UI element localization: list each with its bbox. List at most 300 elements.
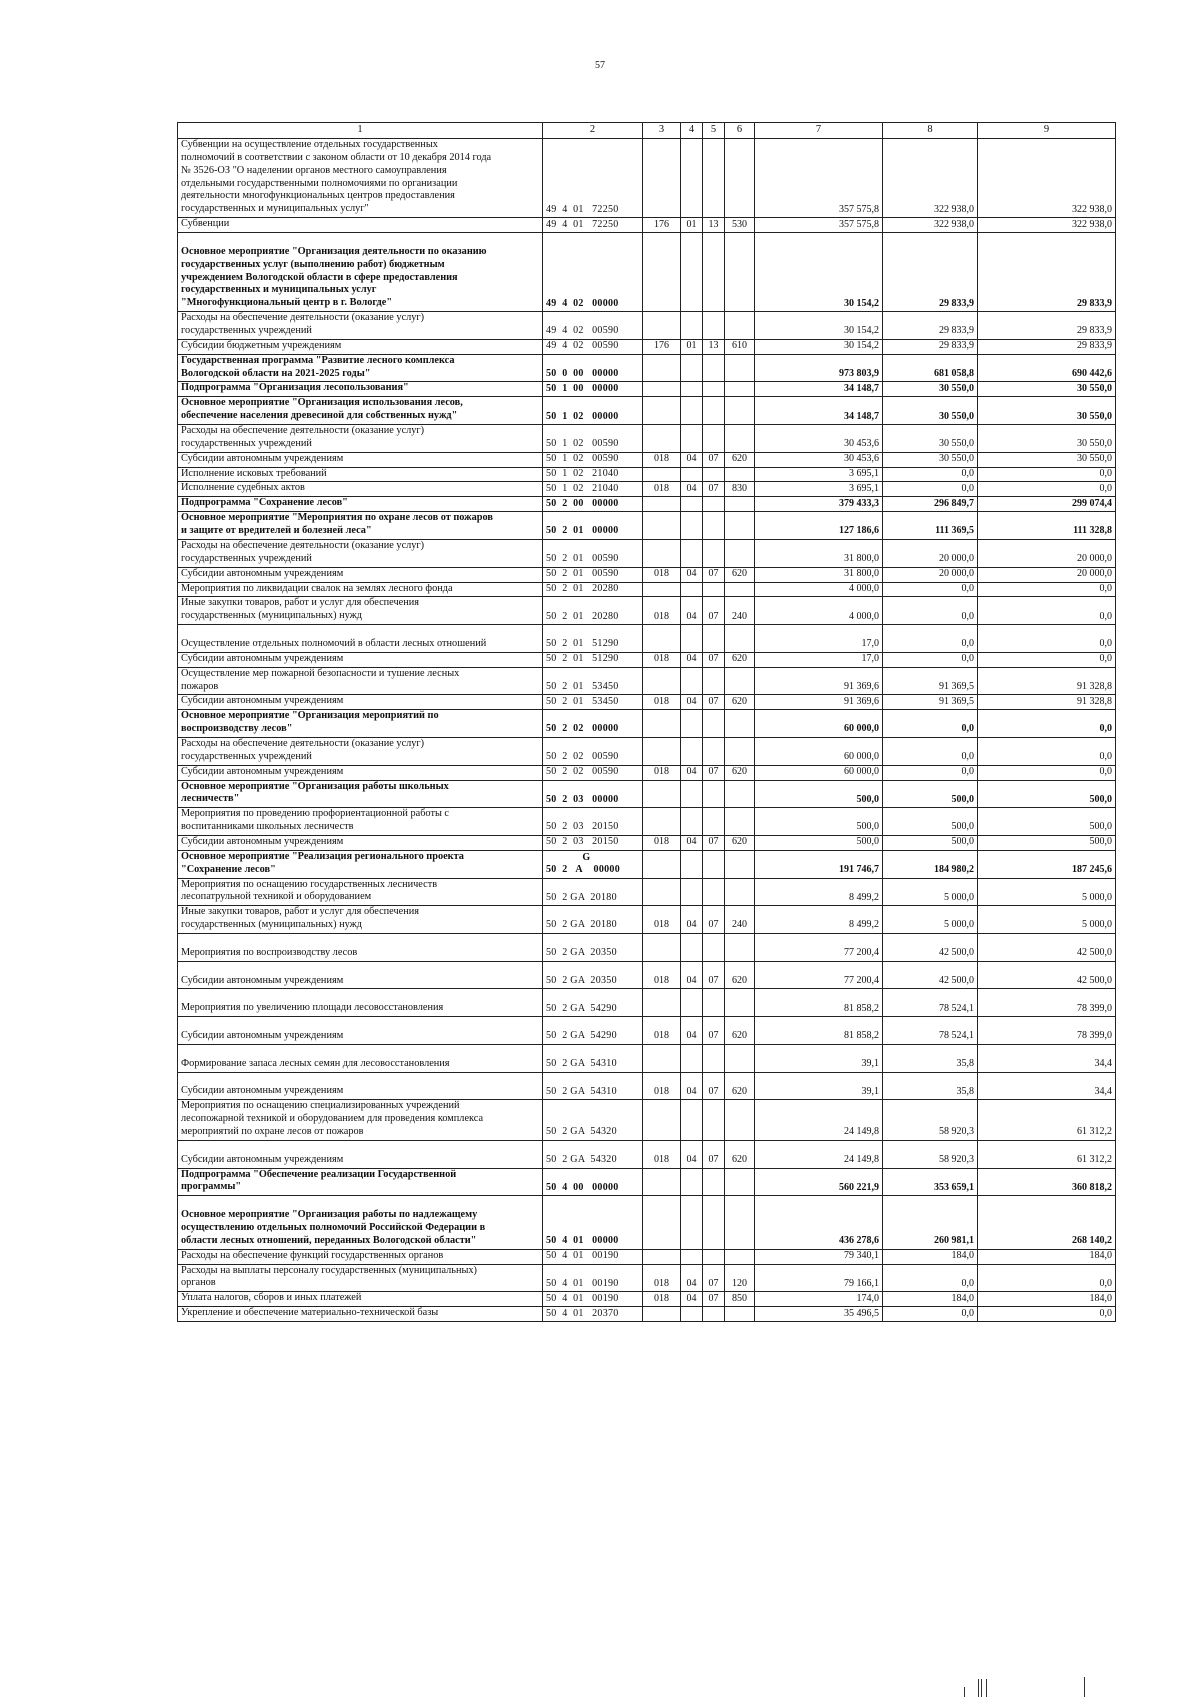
- row-ministry-cell: 018: [643, 1072, 681, 1100]
- table-row: [178, 497, 1116, 512]
- row-amount-2023-cell: 0,0: [978, 710, 1116, 738]
- row-amount-2021-cell: 81 858,2: [755, 1017, 883, 1045]
- row-section-cell: 01: [681, 218, 703, 233]
- row-amount-2021-cell: 31 800,0: [755, 567, 883, 582]
- row-amount-2021-cell: 357 575,8: [755, 139, 883, 218]
- row-ministry-cell: [643, 354, 681, 382]
- row-amount-2022-cell: 184,0: [883, 1249, 978, 1264]
- table-row: [178, 1307, 1116, 1322]
- table-row: [178, 906, 1116, 934]
- row-expense-type-cell: [725, 139, 755, 218]
- row-code-cell: 50 2 01 00590: [543, 567, 643, 582]
- row-name-cell: Основное мероприятие "Реализация регионального проекта "Сохранение лесов": [178, 850, 543, 878]
- row-name-cell: Основное мероприятие "Организация мероприятий по воспроизводству лесов": [178, 710, 543, 738]
- row-code-cell: 50 2 GA 54290: [543, 989, 643, 1017]
- row-amount-2021-cell: 127 186,6: [755, 512, 883, 540]
- row-subsection-cell: [703, 1044, 725, 1072]
- row-code-cell: 50 1 02 00000: [543, 397, 643, 425]
- row-subsection-cell: 07: [703, 1072, 725, 1100]
- row-expense-type-cell: 120: [725, 1264, 755, 1292]
- row-amount-2021-cell: 500,0: [755, 808, 883, 836]
- row-amount-2023-cell: 184,0: [978, 1249, 1116, 1264]
- table-row: [178, 780, 1116, 808]
- row-amount-2021-cell: 3 695,1: [755, 482, 883, 497]
- row-ministry-cell: [643, 1168, 681, 1196]
- row-section-cell: 01: [681, 339, 703, 354]
- row-code-cell: 50 2 01 20280: [543, 582, 643, 597]
- row-amount-2022-cell: 0,0: [883, 1264, 978, 1292]
- row-amount-2023-cell: 0,0: [978, 482, 1116, 497]
- row-section-cell: 04: [681, 961, 703, 989]
- row-amount-2022-cell: 0,0: [883, 582, 978, 597]
- table-row: [178, 397, 1116, 425]
- row-name-cell: Подпрограмма "Обеспечение реализации Государственной программы": [178, 1168, 543, 1196]
- row-code-cell: 50 1 00 00000: [543, 382, 643, 397]
- row-amount-2021-cell: 60 000,0: [755, 765, 883, 780]
- row-name-cell: Субсидии автономным учреждениям: [178, 1140, 543, 1168]
- table-row: [178, 1072, 1116, 1100]
- table-row: [178, 1292, 1116, 1307]
- row-amount-2022-cell: 30 550,0: [883, 452, 978, 467]
- header-cell: 8: [883, 123, 978, 139]
- row-section-cell: [681, 139, 703, 218]
- row-amount-2021-cell: 60 000,0: [755, 737, 883, 765]
- row-section-cell: 04: [681, 906, 703, 934]
- row-amount-2023-cell: 0,0: [978, 582, 1116, 597]
- table-row: [178, 652, 1116, 667]
- row-code-cell: 50 2 00 00000: [543, 497, 643, 512]
- row-section-cell: [681, 467, 703, 482]
- row-amount-2023-cell: 30 550,0: [978, 382, 1116, 397]
- row-section-cell: [681, 625, 703, 653]
- row-amount-2021-cell: 60 000,0: [755, 710, 883, 738]
- row-name-cell: Расходы на обеспечение деятельности (оказание услуг) государственных учреждений: [178, 425, 543, 453]
- row-subsection-cell: [703, 312, 725, 340]
- row-amount-2021-cell: 4 000,0: [755, 582, 883, 597]
- row-code-cell: 50 2 03 00000: [543, 780, 643, 808]
- row-section-cell: 04: [681, 1140, 703, 1168]
- row-amount-2022-cell: 5 000,0: [883, 878, 978, 906]
- row-amount-2023-cell: 91 328,8: [978, 667, 1116, 695]
- row-amount-2022-cell: 30 550,0: [883, 382, 978, 397]
- row-expense-type-cell: [725, 1307, 755, 1322]
- row-code-cell: 50 2 01 53450: [543, 695, 643, 710]
- row-ministry-cell: [643, 1100, 681, 1141]
- row-name-cell: Субсидии автономным учреждениям: [178, 695, 543, 710]
- row-ministry-cell: 018: [643, 482, 681, 497]
- row-amount-2023-cell: 187 245,6: [978, 850, 1116, 878]
- table-row: [178, 233, 1116, 312]
- row-subsection-cell: 07: [703, 906, 725, 934]
- row-code-cell: 50 2 GA 54310: [543, 1044, 643, 1072]
- row-amount-2023-cell: 690 442,6: [978, 354, 1116, 382]
- row-subsection-cell: [703, 354, 725, 382]
- row-expense-type-cell: 240: [725, 597, 755, 625]
- row-code-cell: 50 1 02 21040: [543, 482, 643, 497]
- row-amount-2022-cell: 0,0: [883, 737, 978, 765]
- row-expense-type-cell: [725, 1168, 755, 1196]
- row-amount-2022-cell: 0,0: [883, 625, 978, 653]
- table-row: [178, 878, 1116, 906]
- row-expense-type-cell: 620: [725, 961, 755, 989]
- row-subsection-cell: [703, 850, 725, 878]
- row-amount-2022-cell: 260 981,1: [883, 1196, 978, 1249]
- row-expense-type-cell: [725, 808, 755, 836]
- row-amount-2021-cell: 17,0: [755, 625, 883, 653]
- row-expense-type-cell: [725, 582, 755, 597]
- row-ministry-cell: [643, 878, 681, 906]
- row-amount-2022-cell: 681 058,8: [883, 354, 978, 382]
- header-cell: 9: [978, 123, 1116, 139]
- row-amount-2023-cell: 5 000,0: [978, 878, 1116, 906]
- row-ministry-cell: [643, 850, 681, 878]
- row-code-cell: 50 2 02 00590: [543, 765, 643, 780]
- scan-marks: [964, 1675, 1104, 1697]
- header-cell: 3: [643, 123, 681, 139]
- row-code-cell: 50 2 GA 54310: [543, 1072, 643, 1100]
- row-code-cell: 50 4 01 00000: [543, 1196, 643, 1249]
- row-code-cell: 50 2 02 00590: [543, 737, 643, 765]
- row-ministry-cell: [643, 780, 681, 808]
- row-name-cell: Субвенции: [178, 218, 543, 233]
- row-code-cell: G 50 2 A 00000: [543, 850, 643, 878]
- row-ministry-cell: 176: [643, 218, 681, 233]
- row-name-cell: Субсидии автономным учреждениям: [178, 1017, 543, 1045]
- row-ministry-cell: 018: [643, 835, 681, 850]
- row-amount-2023-cell: 30 550,0: [978, 397, 1116, 425]
- row-amount-2023-cell: 78 399,0: [978, 1017, 1116, 1045]
- row-amount-2022-cell: 0,0: [883, 1307, 978, 1322]
- row-amount-2023-cell: 42 500,0: [978, 961, 1116, 989]
- row-amount-2021-cell: 436 278,6: [755, 1196, 883, 1249]
- row-subsection-cell: [703, 539, 725, 567]
- row-subsection-cell: 13: [703, 218, 725, 233]
- row-name-cell: Расходы на обеспечение функций государственных органов: [178, 1249, 543, 1264]
- row-amount-2023-cell: 500,0: [978, 808, 1116, 836]
- table-row: [178, 1017, 1116, 1045]
- row-amount-2023-cell: 184,0: [978, 1292, 1116, 1307]
- row-ministry-cell: [643, 1196, 681, 1249]
- row-code-cell: 50 2 01 51290: [543, 625, 643, 653]
- row-amount-2023-cell: 268 140,2: [978, 1196, 1116, 1249]
- row-amount-2021-cell: 79 166,1: [755, 1264, 883, 1292]
- row-amount-2021-cell: 77 200,4: [755, 961, 883, 989]
- row-section-cell: [681, 382, 703, 397]
- row-name-cell: Мероприятия по ликвидации свалок на землях лесного фонда: [178, 582, 543, 597]
- row-subsection-cell: [703, 1249, 725, 1264]
- row-code-cell: 49 4 02 00590: [543, 339, 643, 354]
- row-section-cell: [681, 312, 703, 340]
- row-ministry-cell: 176: [643, 339, 681, 354]
- row-amount-2021-cell: 174,0: [755, 1292, 883, 1307]
- row-name-cell: Субвенции на осуществление отдельных государственных полномочий в соответствии с законом области от 10 декабря 2014 года № 3526-ОЗ "О наделении органов местного самоуправления отдельными государственными полномочиями по организации деятельности многофункциональных центров предоставления государственных и муниципальных услуг": [178, 139, 543, 218]
- row-expense-type-cell: [725, 625, 755, 653]
- row-amount-2022-cell: 353 659,1: [883, 1168, 978, 1196]
- row-name-cell: Основное мероприятие "Организация работы по надлежащему осуществлению отдельных полномочий Российской Федерации в области лесных отношений, переданных Вологодской области": [178, 1196, 543, 1249]
- row-ministry-cell: [643, 467, 681, 482]
- table-row: [178, 667, 1116, 695]
- table-row: [178, 382, 1116, 397]
- row-amount-2023-cell: 20 000,0: [978, 539, 1116, 567]
- row-amount-2023-cell: 111 328,8: [978, 512, 1116, 540]
- row-section-cell: [681, 710, 703, 738]
- row-subsection-cell: 07: [703, 452, 725, 467]
- row-expense-type-cell: [725, 397, 755, 425]
- budget-table: [177, 122, 1116, 1322]
- row-name-cell: Субсидии бюджетным учреждениям: [178, 339, 543, 354]
- row-amount-2022-cell: 500,0: [883, 808, 978, 836]
- row-name-cell: Мероприятия по оснащению специализированных учреждений лесопожарной техникой и оборудованием для проведения комплекса мероприятий по охране лесов от пожаров: [178, 1100, 543, 1141]
- row-code-cell: 50 2 01 20280: [543, 597, 643, 625]
- row-ministry-cell: [643, 667, 681, 695]
- row-expense-type-cell: [725, 710, 755, 738]
- row-section-cell: [681, 354, 703, 382]
- row-section-cell: [681, 933, 703, 961]
- row-expense-type-cell: [725, 1100, 755, 1141]
- row-amount-2022-cell: 29 833,9: [883, 312, 978, 340]
- row-section-cell: 04: [681, 835, 703, 850]
- row-amount-2022-cell: 184 980,2: [883, 850, 978, 878]
- row-amount-2022-cell: 111 369,5: [883, 512, 978, 540]
- row-ministry-cell: [643, 808, 681, 836]
- row-amount-2022-cell: 29 833,9: [883, 233, 978, 312]
- row-section-cell: [681, 737, 703, 765]
- row-ministry-cell: [643, 497, 681, 512]
- row-amount-2023-cell: 61 312,2: [978, 1140, 1116, 1168]
- row-expense-type-cell: [725, 312, 755, 340]
- row-expense-type-cell: 830: [725, 482, 755, 497]
- row-ministry-cell: [643, 989, 681, 1017]
- row-ministry-cell: [643, 425, 681, 453]
- row-amount-2023-cell: 0,0: [978, 467, 1116, 482]
- row-code-cell: 50 2 GA 20180: [543, 906, 643, 934]
- table-row: [178, 354, 1116, 382]
- row-code-cell: 50 4 00 00000: [543, 1168, 643, 1196]
- row-section-cell: 04: [681, 482, 703, 497]
- row-code-cell: 50 2 03 20150: [543, 835, 643, 850]
- row-amount-2023-cell: 78 399,0: [978, 989, 1116, 1017]
- row-subsection-cell: [703, 737, 725, 765]
- row-subsection-cell: [703, 710, 725, 738]
- table-row: [178, 1100, 1116, 1141]
- row-amount-2023-cell: 29 833,9: [978, 339, 1116, 354]
- row-amount-2021-cell: 39,1: [755, 1044, 883, 1072]
- row-name-cell: Укрепление и обеспечение материально-технической базы: [178, 1307, 543, 1322]
- row-amount-2022-cell: 42 500,0: [883, 961, 978, 989]
- row-expense-type-cell: [725, 989, 755, 1017]
- row-code-cell: 50 2 GA 54320: [543, 1140, 643, 1168]
- row-subsection-cell: 07: [703, 961, 725, 989]
- row-amount-2023-cell: 322 938,0: [978, 218, 1116, 233]
- row-ministry-cell: [643, 512, 681, 540]
- row-amount-2021-cell: 24 149,8: [755, 1140, 883, 1168]
- row-subsection-cell: 07: [703, 597, 725, 625]
- row-ministry-cell: [643, 933, 681, 961]
- row-section-cell: [681, 989, 703, 1017]
- row-ministry-cell: 018: [643, 597, 681, 625]
- row-amount-2021-cell: 39,1: [755, 1072, 883, 1100]
- row-amount-2023-cell: 0,0: [978, 597, 1116, 625]
- row-amount-2021-cell: 191 746,7: [755, 850, 883, 878]
- row-expense-type-cell: [725, 1249, 755, 1264]
- row-expense-type-cell: [725, 667, 755, 695]
- row-name-cell: Мероприятия по оснащению государственных лесничеств лесопатрульной техникой и оборудованием: [178, 878, 543, 906]
- row-code-cell: 50 1 02 21040: [543, 467, 643, 482]
- row-section-cell: 04: [681, 452, 703, 467]
- header-cell: 6: [725, 123, 755, 139]
- row-expense-type-cell: 620: [725, 695, 755, 710]
- row-name-cell: Иные закупки товаров, работ и услуг для обеспечения государственных (муниципальных) нужд: [178, 597, 543, 625]
- row-amount-2023-cell: 299 074,4: [978, 497, 1116, 512]
- row-amount-2022-cell: 500,0: [883, 835, 978, 850]
- row-expense-type-cell: 620: [725, 1140, 755, 1168]
- row-code-cell: 50 2 GA 20350: [543, 961, 643, 989]
- row-ministry-cell: [643, 539, 681, 567]
- row-amount-2023-cell: 20 000,0: [978, 567, 1116, 582]
- table-row: [178, 1264, 1116, 1292]
- row-ministry-cell: [643, 139, 681, 218]
- row-name-cell: Основное мероприятие "Организация работы школьных лесничеств": [178, 780, 543, 808]
- table-body: [178, 139, 1116, 1322]
- row-amount-2023-cell: 360 818,2: [978, 1168, 1116, 1196]
- row-amount-2023-cell: 61 312,2: [978, 1100, 1116, 1141]
- row-amount-2021-cell: 81 858,2: [755, 989, 883, 1017]
- row-subsection-cell: 07: [703, 1017, 725, 1045]
- row-amount-2022-cell: 30 550,0: [883, 425, 978, 453]
- row-name-cell: Иные закупки товаров, работ и услуг для обеспечения государственных (муниципальных) нужд: [178, 906, 543, 934]
- row-amount-2021-cell: 500,0: [755, 780, 883, 808]
- row-expense-type-cell: [725, 1196, 755, 1249]
- header-cell: 2: [543, 123, 643, 139]
- row-subsection-cell: [703, 397, 725, 425]
- row-amount-2022-cell: 58 920,3: [883, 1140, 978, 1168]
- row-amount-2023-cell: 0,0: [978, 1307, 1116, 1322]
- row-amount-2023-cell: 30 550,0: [978, 452, 1116, 467]
- row-ministry-cell: 018: [643, 452, 681, 467]
- row-amount-2023-cell: 34,4: [978, 1072, 1116, 1100]
- row-subsection-cell: 07: [703, 1292, 725, 1307]
- row-amount-2022-cell: 58 920,3: [883, 1100, 978, 1141]
- row-expense-type-cell: [725, 382, 755, 397]
- row-ministry-cell: 018: [643, 765, 681, 780]
- table-row: [178, 1044, 1116, 1072]
- table-row: [178, 512, 1116, 540]
- row-subsection-cell: 07: [703, 695, 725, 710]
- table-row: [178, 850, 1116, 878]
- row-name-cell: Субсидии автономным учреждениям: [178, 452, 543, 467]
- row-section-cell: [681, 397, 703, 425]
- row-subsection-cell: [703, 808, 725, 836]
- row-subsection-cell: [703, 933, 725, 961]
- row-amount-2021-cell: 3 695,1: [755, 467, 883, 482]
- table-row: [178, 597, 1116, 625]
- row-ministry-cell: [643, 1249, 681, 1264]
- table-row: [178, 1168, 1116, 1196]
- row-ministry-cell: [643, 1044, 681, 1072]
- row-subsection-cell: [703, 1168, 725, 1196]
- row-section-cell: 04: [681, 695, 703, 710]
- row-section-cell: [681, 667, 703, 695]
- row-amount-2023-cell: 29 833,9: [978, 312, 1116, 340]
- row-amount-2021-cell: 17,0: [755, 652, 883, 667]
- row-amount-2022-cell: 184,0: [883, 1292, 978, 1307]
- row-amount-2022-cell: 20 000,0: [883, 567, 978, 582]
- row-amount-2023-cell: 30 550,0: [978, 425, 1116, 453]
- row-ministry-cell: 018: [643, 1140, 681, 1168]
- table-row: [178, 695, 1116, 710]
- row-section-cell: [681, 1249, 703, 1264]
- row-expense-type-cell: [725, 850, 755, 878]
- row-amount-2022-cell: 0,0: [883, 765, 978, 780]
- row-amount-2022-cell: 78 524,1: [883, 989, 978, 1017]
- row-amount-2022-cell: 0,0: [883, 467, 978, 482]
- row-name-cell: Осуществление отдельных полномочий в области лесных отношений: [178, 625, 543, 653]
- row-amount-2022-cell: 29 833,9: [883, 339, 978, 354]
- row-name-cell: Исполнение исковых требований: [178, 467, 543, 482]
- row-subsection-cell: [703, 878, 725, 906]
- row-code-cell: 50 1 02 00590: [543, 425, 643, 453]
- row-name-cell: Уплата налогов, сборов и иных платежей: [178, 1292, 543, 1307]
- row-amount-2022-cell: 35,8: [883, 1072, 978, 1100]
- row-amount-2021-cell: 30 154,2: [755, 312, 883, 340]
- table-row: [178, 933, 1116, 961]
- table-row: [178, 539, 1116, 567]
- row-section-cell: [681, 582, 703, 597]
- row-expense-type-cell: [725, 737, 755, 765]
- row-amount-2022-cell: 0,0: [883, 710, 978, 738]
- row-name-cell: Подпрограмма "Организация лесопользования": [178, 382, 543, 397]
- row-amount-2021-cell: 24 149,8: [755, 1100, 883, 1141]
- row-subsection-cell: 13: [703, 339, 725, 354]
- row-expense-type-cell: [725, 354, 755, 382]
- row-ministry-cell: [643, 582, 681, 597]
- row-code-cell: 50 2 GA 20180: [543, 878, 643, 906]
- row-code-cell: 50 2 01 00000: [543, 512, 643, 540]
- row-code-cell: 50 4 01 00190: [543, 1264, 643, 1292]
- page-number: 57: [595, 60, 605, 71]
- row-expense-type-cell: 620: [725, 567, 755, 582]
- header-cell: 4: [681, 123, 703, 139]
- row-expense-type-cell: [725, 780, 755, 808]
- row-code-cell: 50 4 01 00190: [543, 1292, 643, 1307]
- row-subsection-cell: 07: [703, 1264, 725, 1292]
- row-amount-2022-cell: 30 550,0: [883, 397, 978, 425]
- row-section-cell: [681, 780, 703, 808]
- row-section-cell: [681, 425, 703, 453]
- table-row: [178, 808, 1116, 836]
- row-amount-2023-cell: 42 500,0: [978, 933, 1116, 961]
- row-section-cell: [681, 1196, 703, 1249]
- table-row: [178, 339, 1116, 354]
- row-expense-type-cell: 620: [725, 835, 755, 850]
- row-ministry-cell: 018: [643, 652, 681, 667]
- row-amount-2021-cell: 379 433,3: [755, 497, 883, 512]
- row-name-cell: Субсидии автономным учреждениям: [178, 1072, 543, 1100]
- header-cell: 1: [178, 123, 543, 139]
- table-row: [178, 737, 1116, 765]
- row-amount-2023-cell: 500,0: [978, 835, 1116, 850]
- row-expense-type-cell: 620: [725, 652, 755, 667]
- row-ministry-cell: 018: [643, 1292, 681, 1307]
- row-name-cell: Основное мероприятие "Организация деятельности по оказанию государственных услуг (выполнению работ) бюджетным учреждением Вологодской области в сфере предоставления государственных и муниципальных услуг "Многофункциональный центр в г. Вологде": [178, 233, 543, 312]
- row-amount-2022-cell: 296 849,7: [883, 497, 978, 512]
- row-subsection-cell: [703, 425, 725, 453]
- row-amount-2021-cell: 8 499,2: [755, 878, 883, 906]
- row-amount-2022-cell: 500,0: [883, 780, 978, 808]
- row-section-cell: [681, 497, 703, 512]
- header-cell: 5: [703, 123, 725, 139]
- row-name-cell: Формирование запаса лесных семян для лесовосстановления: [178, 1044, 543, 1072]
